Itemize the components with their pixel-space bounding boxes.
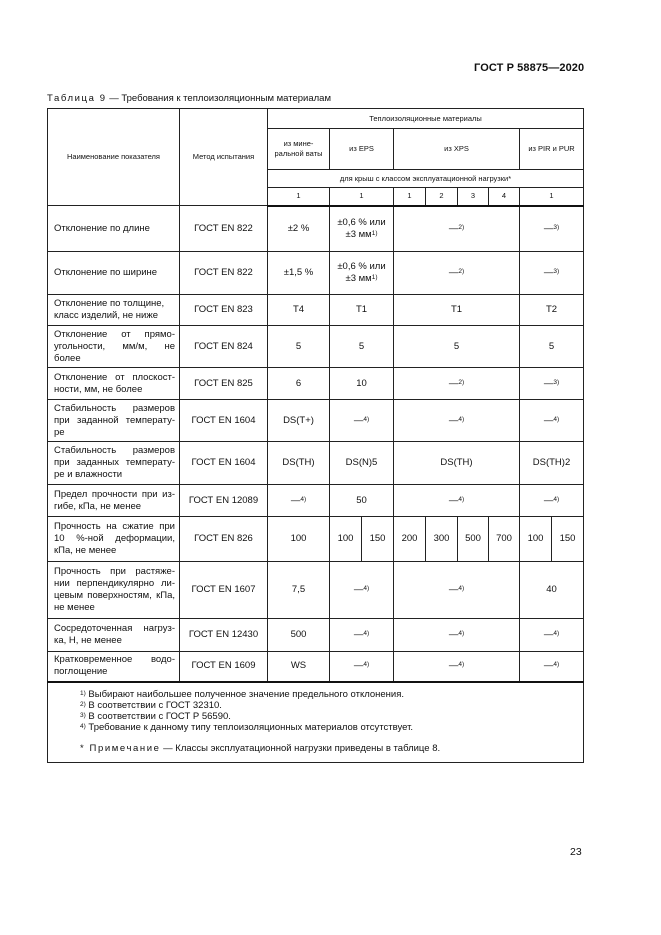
table-row — [48, 206, 584, 252]
table-note: * Примечание — Классы эксплуатационной нагрузки приведены в таблице 8. — [80, 742, 441, 754]
cell-xps: 5 — [394, 326, 520, 368]
requirements-table — [47, 108, 584, 763]
row-method: ГОСТ EN 826 — [180, 517, 268, 562]
footnote: $^{1)}$ Выбирают наибольшее полученное значение предельного отклонения. — [80, 688, 405, 700]
cell-xps: —$^{4)}$ — [394, 485, 520, 517]
header-class-eps: 1 — [330, 188, 394, 206]
cell-eps: DS(N)5 — [330, 442, 394, 485]
cell-xps-3: 500 — [458, 517, 489, 562]
cell-pir: —$^{3)}$ — [520, 252, 584, 295]
row-method: ГОСТ EN 1609 — [180, 652, 268, 682]
row-method: ГОСТ EN 822 — [180, 206, 268, 252]
cell-mineral-wool: 6 — [268, 368, 330, 400]
cell-eps: —$^{4)}$ — [330, 652, 394, 682]
cell-pir: T2 — [520, 295, 584, 326]
table-title: — Требования к теплоизоляционным материалам — [106, 93, 331, 104]
cell-pir: —$^{4)}$ — [520, 652, 584, 682]
row-name: Отклонение от плоскост-ности, мм, не более — [48, 368, 180, 400]
table-row — [48, 485, 584, 517]
row-name: Кратковременное водо-поглощение — [48, 652, 180, 682]
table-caption — [47, 93, 331, 104]
row-method: ГОСТ EN 1604 — [180, 442, 268, 485]
table-row — [48, 368, 584, 400]
row-name: Стабильность размеров при заданных температу-ре и влажности — [48, 442, 180, 485]
table-row — [48, 619, 584, 652]
row-name: Сосредоточенная нагруз-ка, Н, не менее — [48, 619, 180, 652]
cell-pir: —$^{3)}$ — [520, 206, 584, 252]
row-method: ГОСТ EN 822 — [180, 252, 268, 295]
header-mineral-wool: из мине-ральной ваты — [268, 129, 330, 170]
footnote: $^{3)}$ В соответствии с ГОСТ Р 56590. — [80, 710, 231, 722]
row-name: Отклонение от прямо-угольности, мм/м, не более — [48, 326, 180, 368]
cell-xps: —$^{4)}$ — [394, 400, 520, 442]
table-row — [48, 252, 584, 295]
cell-mineral-wool: ±1,5 % — [268, 252, 330, 295]
header-class-xps-2: 2 — [426, 188, 458, 206]
cell-mineral-wool: WS — [268, 652, 330, 682]
cell-pir: 5 — [520, 326, 584, 368]
cell-xps: —$^{4)}$ — [394, 652, 520, 682]
row-method: ГОСТ EN 12089 — [180, 485, 268, 517]
table-row — [48, 442, 584, 485]
cell-xps: DS(TH) — [394, 442, 520, 485]
cell-eps-b: 150 — [362, 517, 394, 562]
cell-eps-a: 100 — [330, 517, 362, 562]
row-method: ГОСТ EN 825 — [180, 368, 268, 400]
cell-xps-2: 300 — [426, 517, 458, 562]
table-row — [48, 326, 584, 368]
table-row — [48, 295, 584, 326]
row-method: ГОСТ EN 823 — [180, 295, 268, 326]
cell-pir: DS(TH)2 — [520, 442, 584, 485]
cell-xps: —$^{2)}$ — [394, 206, 520, 252]
header-indicator-name: Наименование показателя — [48, 109, 180, 206]
header-eps: из EPS — [330, 129, 394, 170]
table-row — [48, 400, 584, 442]
table-footnotes — [48, 682, 584, 763]
footnotes-row — [48, 682, 584, 763]
cell-pir: —$^{4)}$ — [520, 485, 584, 517]
cell-eps: 5 — [330, 326, 394, 368]
table-row — [48, 517, 584, 562]
header-pir-pur: из PIR и PUR — [520, 129, 584, 170]
cell-xps: —$^{4)}$ — [394, 619, 520, 652]
cell-xps: T1 — [394, 295, 520, 326]
row-name: Прочность при растяже-нии перпендикулярно ли-цевым поверхностям, кПа, не менее — [48, 562, 180, 619]
cell-pir: —$^{4)}$ — [520, 400, 584, 442]
table-row — [48, 562, 584, 619]
cell-mineral-wool: ±2 % — [268, 206, 330, 252]
row-method: ГОСТ EN 12430 — [180, 619, 268, 652]
cell-mineral-wool: DS(T+) — [268, 400, 330, 442]
row-name: Отклонение по ширине — [48, 252, 180, 295]
table-row — [48, 652, 584, 682]
row-method: ГОСТ EN 824 — [180, 326, 268, 368]
document-id: ГОСТ Р 58875—2020 — [474, 62, 585, 74]
cell-mineral-wool: T4 — [268, 295, 330, 326]
cell-mineral-wool: 100 — [268, 517, 330, 562]
cell-mineral-wool: DS(TH) — [268, 442, 330, 485]
cell-eps: —$^{4)}$ — [330, 400, 394, 442]
cell-mineral-wool: 500 — [268, 619, 330, 652]
cell-eps: —$^{4)}$ — [330, 619, 394, 652]
cell-eps: —$^{4)}$ — [330, 562, 394, 619]
cell-xps-4: 700 — [489, 517, 520, 562]
cell-pir: 40 — [520, 562, 584, 619]
header-class-xps-4: 4 — [489, 188, 520, 206]
cell-pir-a: 100 — [520, 517, 552, 562]
footnote: $^{4)}$ Требование к данному типу теплоизоляционных материалов отсутствует. — [80, 721, 414, 733]
cell-eps: ±0,6 % или ±3 $мм^{1)}$ — [330, 206, 394, 252]
cell-mineral-wool: —$^{4)}$ — [268, 485, 330, 517]
cell-eps: 10 — [330, 368, 394, 400]
header-class-xps-3: 3 — [458, 188, 489, 206]
cell-pir-b: 150 — [552, 517, 584, 562]
cell-eps: 50 — [330, 485, 394, 517]
header-insulation-materials: Теплоизоляционные материалы — [268, 109, 584, 129]
cell-pir: —$^{3)}$ — [520, 368, 584, 400]
row-method: ГОСТ EN 1607 — [180, 562, 268, 619]
header-roof-load-classes: для крыш с классом эксплуатационной нагрузки* — [268, 170, 584, 188]
cell-mineral-wool: 5 — [268, 326, 330, 368]
cell-mineral-wool: 7,5 — [268, 562, 330, 619]
cell-xps: —$^{4)}$ — [394, 562, 520, 619]
footnote: $^{2)}$ В соответствии с ГОСТ 32310. — [80, 699, 222, 711]
cell-xps-1: 200 — [394, 517, 426, 562]
cell-eps: ±0,6 % или ±3 $мм^{1)}$ — [330, 252, 394, 295]
page-number: 23 — [570, 846, 582, 858]
row-name: Предел прочности при из-гибе, кПа, не менее — [48, 485, 180, 517]
row-name: Отклонение по толщине, класс изделий, не ниже — [48, 295, 180, 326]
row-name: Отклонение по длине — [48, 206, 180, 252]
table-number: Таблица 9 — [47, 93, 107, 104]
cell-eps: T1 — [330, 295, 394, 326]
header-test-method: Метод испытания — [180, 109, 268, 206]
header-class-xps-1: 1 — [394, 188, 426, 206]
header-xps: из XPS — [394, 129, 520, 170]
cell-pir: —$^{4)}$ — [520, 619, 584, 652]
header-class-pir: 1 — [520, 188, 584, 206]
cell-xps: —$^{2)}$ — [394, 252, 520, 295]
row-method: ГОСТ EN 1604 — [180, 400, 268, 442]
row-name: Прочность на сжатие при 10 %-ной деформации, кПа, не менее — [48, 517, 180, 562]
header-class-mw: 1 — [268, 188, 330, 206]
cell-xps: —$^{2)}$ — [394, 368, 520, 400]
row-name: Стабильность размеров при заданной температу-ре — [48, 400, 180, 442]
